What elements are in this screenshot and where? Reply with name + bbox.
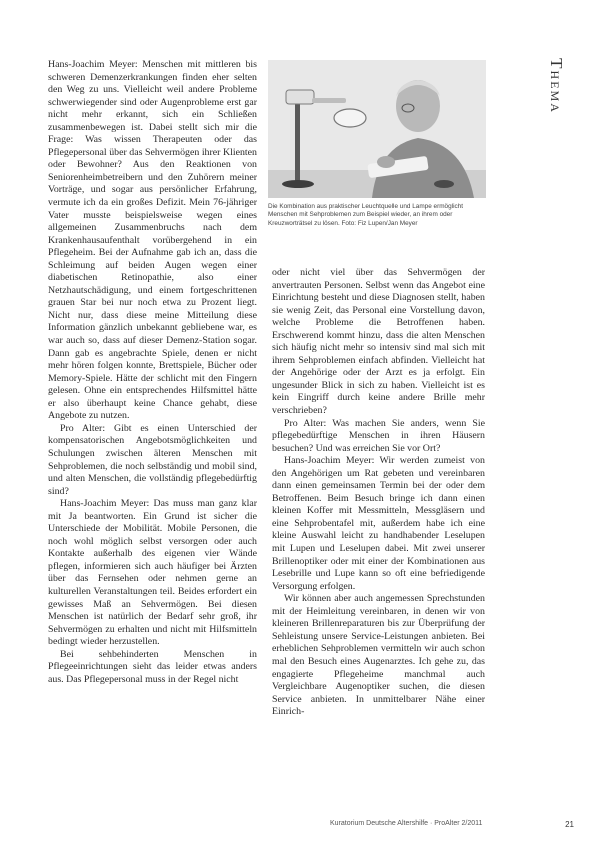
paragraph: Wir können aber auch angemessen Sprechstunden mit der Heimleitung vereinbaren, in denen wir von kleineren Brillenreparaturen bis zur Überprüfung der Sehleistung unsere Service-Leistungen anbieten. Bei erheblichen Sehproblemen vermitteln wir auch schon mal den Besuch eines Augenarztes. Ich gehe zu, das engagierte Pflegeheime manchmal auch Vergleichbare Augenoptiker suchen, die diesen Service anbieten. In unmittelbarer Nähe einer Einrich- <box>272 593 485 718</box>
page-number: 21 <box>565 820 574 829</box>
paragraph: oder nicht viel über das Sehvermögen der anvertrauten Personen. Selbst wenn das Angebot eine Einrichtung besteht und diese Diagnosen stellt, haben sie wenig Zeit, das Personal eine Vorstellung davon, welche Probleme die Betroffenen haben. Erschwerend kommt hinzu, dass die alten Menschen sich häufig nicht mehr so intensiv sind mal sich mit ihrem Sehproblemen einfach abfinden. Vielleicht hat der Angehörige oder der Arzt es ja erfolgt. Ein ungesunder Blick in sich zu haben. Vielleicht ist es kein Eingriff durch keine andere Brille mehr verschrieben? <box>272 267 485 417</box>
footer-source: Kuratorium Deutsche Altershilfe · ProAlter 2/2011 <box>330 820 483 827</box>
article-column-left <box>48 59 257 686</box>
paragraph: Hans-Joachim Meyer: Menschen mit mittleren bis schweren Demenzerkrankungen finden eher selten den Weg zu uns. Vielleicht weil andere Probleme schwerwiegender sind oder Augenprobleme erst gar nicht mehr erkannt, sich ein Schließen zusammenbewegen ist. Dabei stellt sich mir die Frage: Was wissen Therapeuten oder das Pflegepersonal über das Sehvermögen ihrer Klienten oder Bewohner? Aus den Reaktionen von Seniorenheimbetreibern und den Zuhörern meiner Vorträge, und sogar aus persönlicher Erfahrung, vermute ich da ein großes Defizit. Mein 76-jähriger Vater musste beispielsweise wegen eines allgemeinen Zusammenbruchs nach dem Krankenhausaufenthalt vorübergehend in ein Pflegeheim. Bei der Aufnahme gab ich an, dass die Schleimung auf beiden Augen wegen einer diabetischen Retinopathie, also einer Netzhautschädigung, und einem fortgeschrittenen grauen Star bei nur noch etwa zu Prozent liegt. Nicht nur, dass diese meine Mitteilung diese Information gänzlich unbekannt gebliebene war, es war auch so, dass auf dieser Demenz-Station sogar. Dann gab es angebrachte Spiele, denen er nicht mehr hören folgen konnte, Brettspiele, Bücher oder Memory-Spiele. Hätte der schlicht mit den Fingern gelesen. Ohne ein entsprechendes Hilfsmittel hätte er also überhaupt keine Chance gehabt, diese Angebote zu nutzen. <box>48 59 257 422</box>
paragraph: Pro Alter: Gibt es einen Unterschied der kompensatorischen Angebotsmöglichkeiten und Schulungen zwischen älteren Menschen mit Sehproblemen, die noch selbständig und mobil sind, und alten Menschen, die vollständig pflegebedürftig sind? <box>48 422 257 497</box>
section-label-text: Thema <box>547 58 566 114</box>
photo-illustration <box>268 60 486 198</box>
paragraph: Bei sehbehinderten Menschen in Pflegeeinrichtungen sieht das leider etwas anders aus. Das Pflegepersonal muss in der Regel nicht <box>48 648 257 685</box>
article-photo <box>268 60 486 198</box>
section-label <box>536 56 576 116</box>
photo-caption <box>268 203 486 228</box>
paragraph: Pro Alter: Was machen Sie anders, wenn Sie pflegebedürftige Menschen in ihren Häusern besuchen? Und was erreichen Sie vor Ort? <box>272 417 485 454</box>
paragraph: Hans-Joachim Meyer: Das muss man ganz klar mit Ja beantworten. Ein Grund ist sicher die Unterschiede der Mobilität. Mobile Personen, die noch wohl möglich selbst versorgen oder auch Kontakte außerhalb des eigenen vier Wände pflegen, informieren sich auch häufiger bei Ärzten über das Fernsehen oder nehmen gerne an kulturellen Veranstaltungen teil. Beides erfordert ein gewisses Maß an Sehvermögen. Bei diesen Menschen ist natürlich der Bedarf sehr groß, ihr Sehvermögen zu erhalten und nicht mit Hilfsmitteln bedingt wieder herzustellen. <box>48 498 257 648</box>
paragraph: Hans-Joachim Meyer: Wir werden zumeist von den Angehörigen um Rat gebeten und vereinbaren dann einen gemeinsamen Termin bei der oder dem Betroffenen. Beim Besuch bringe ich dann einen kleinen Koffer mit Messmitteln, Messgläsern und eine Sehprobentafel mit, außerdem habe ich eine kleine Auswahl leicht zu handhabender Leselupen mit Lupen und Leselupen dabei. Mit zwei unserer Brillenoptiker oder mit einer der Kombinationen aus Lesebrille und Lupe kann so oft eine befriedigende Versorgung erfolgen. <box>272 455 485 592</box>
caption-text: Die Kombination aus praktischer Leuchtquelle und Lampe ermöglicht Menschen mit Sehproblemen zum Beispiel wieder, an ihrem oder Kreuzworträtsel zu lösen. Foto: Fiz Lupen/Jan Meyer <box>268 203 464 227</box>
article-column-right <box>272 267 485 719</box>
